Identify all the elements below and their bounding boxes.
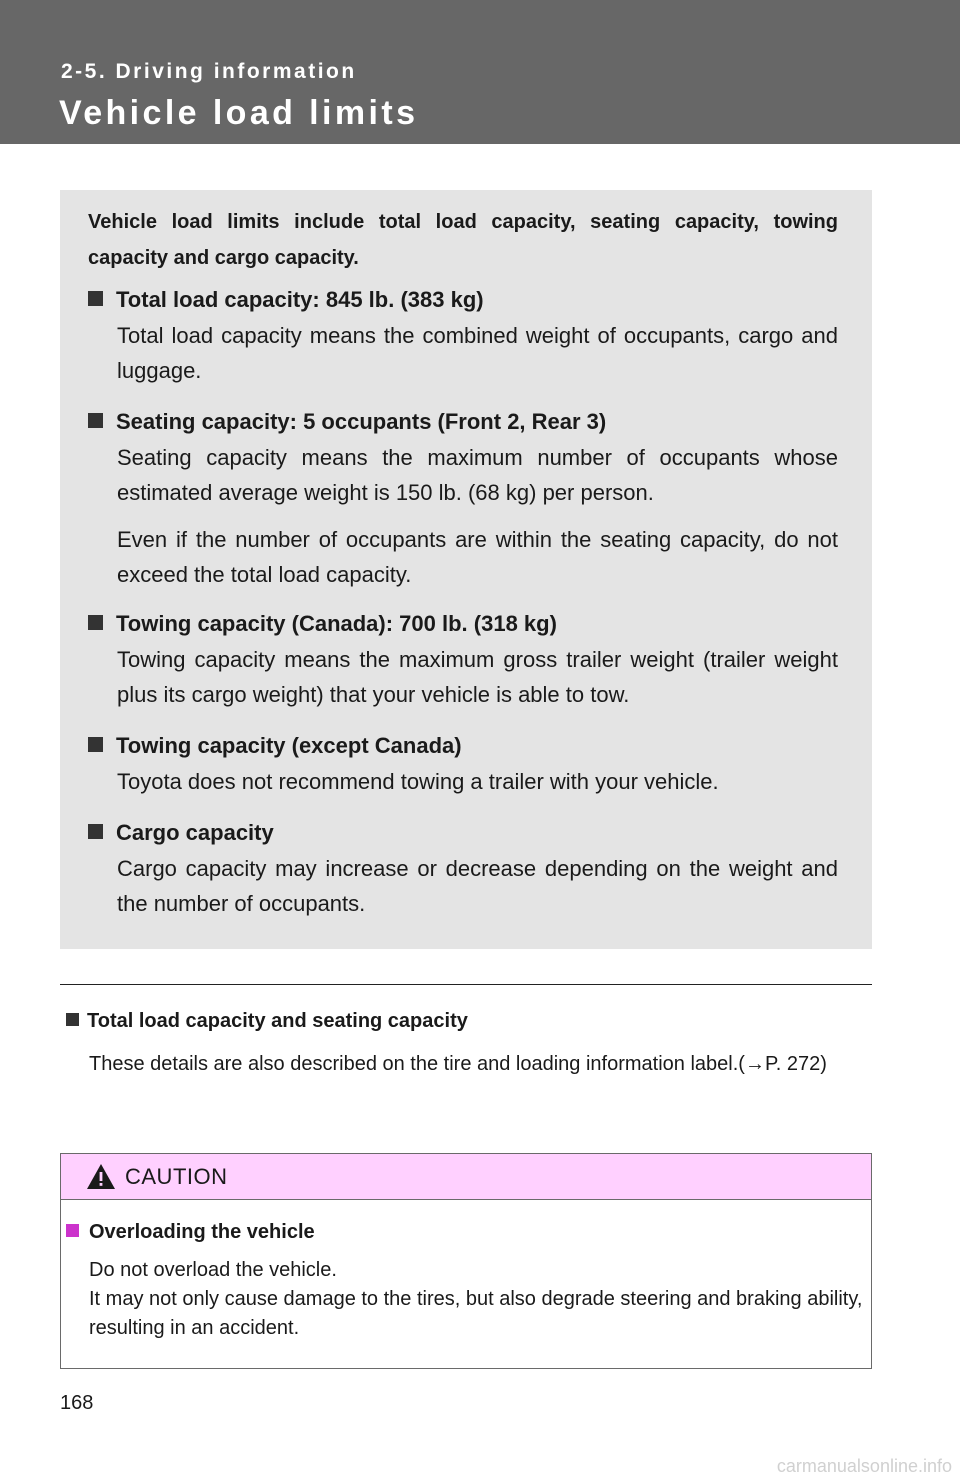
bullet-square-icon	[66, 1013, 79, 1026]
caution-text: Do not overload the vehicle. It may not only cause damage to the tires, but also degrade steering and braking ability, resulting in an accident.	[89, 1259, 863, 1339]
item-text: Even if the number of occupants are within the seating capacity, do not exceed the total load capacity.	[117, 527, 838, 587]
bullet-square-icon	[88, 413, 103, 428]
page-number: 168	[60, 1392, 94, 1414]
caution-label: CAUTION	[125, 1164, 228, 1189]
bullet-square-icon	[88, 615, 103, 630]
section-label: 2-5. Driving information	[61, 60, 357, 83]
item-total-load	[88, 282, 838, 388]
item-heading: Cargo capacity	[116, 820, 274, 845]
bullet-square-icon	[66, 1224, 79, 1237]
divider	[60, 984, 872, 985]
item-text: Seating capacity means the maximum number of occupants whose estimated average weight is 150 lb. (68 kg) per person.	[117, 445, 838, 505]
bullet-square-icon	[88, 291, 103, 306]
item-seating	[88, 404, 838, 592]
note-text: These details are also described on the tire and loading information label.(→P. 272)	[89, 1053, 827, 1075]
item-cargo	[88, 815, 838, 921]
item-text: Total load capacity means the combined weight of occupants, cargo and luggage.	[117, 323, 838, 383]
watermark: carmanualsonline.info	[776, 1456, 952, 1476]
note-heading: Total load capacity and seating capacity	[66, 1010, 468, 1033]
item-text: Cargo capacity may increase or decrease depending on the weight and the number of occupants.	[117, 856, 838, 916]
item-heading: Towing capacity (except Canada)	[116, 733, 462, 758]
item-towing-except-canada	[88, 728, 838, 799]
item-towing-canada	[88, 606, 838, 712]
page-title: Vehicle load limits	[59, 94, 419, 132]
intro-text: Vehicle load limits include total load capacity, seating capacity, towing capacity and cargo capacity.	[88, 211, 838, 269]
item-text: Towing capacity means the maximum gross trailer weight (trailer weight plus its cargo weight) that your vehicle is able to tow.	[117, 647, 838, 707]
bullet-square-icon	[88, 737, 103, 752]
warning-triangle-icon	[86, 1163, 116, 1195]
chapter-header	[0, 0, 960, 144]
item-heading: Seating capacity: 5 occupants (Front 2, Rear 3)	[116, 409, 607, 434]
caution-box	[60, 1153, 872, 1369]
caution-header	[61, 1154, 871, 1200]
item-text: Toyota does not recommend towing a trailer with your vehicle.	[117, 769, 719, 794]
caution-heading: Overloading the vehicle	[66, 1221, 315, 1244]
item-heading: Total load capacity: 845 lb. (383 kg)	[116, 287, 484, 312]
bullet-square-icon	[88, 824, 103, 839]
item-heading: Towing capacity (Canada): 700 lb. (318 kg)	[116, 611, 557, 636]
